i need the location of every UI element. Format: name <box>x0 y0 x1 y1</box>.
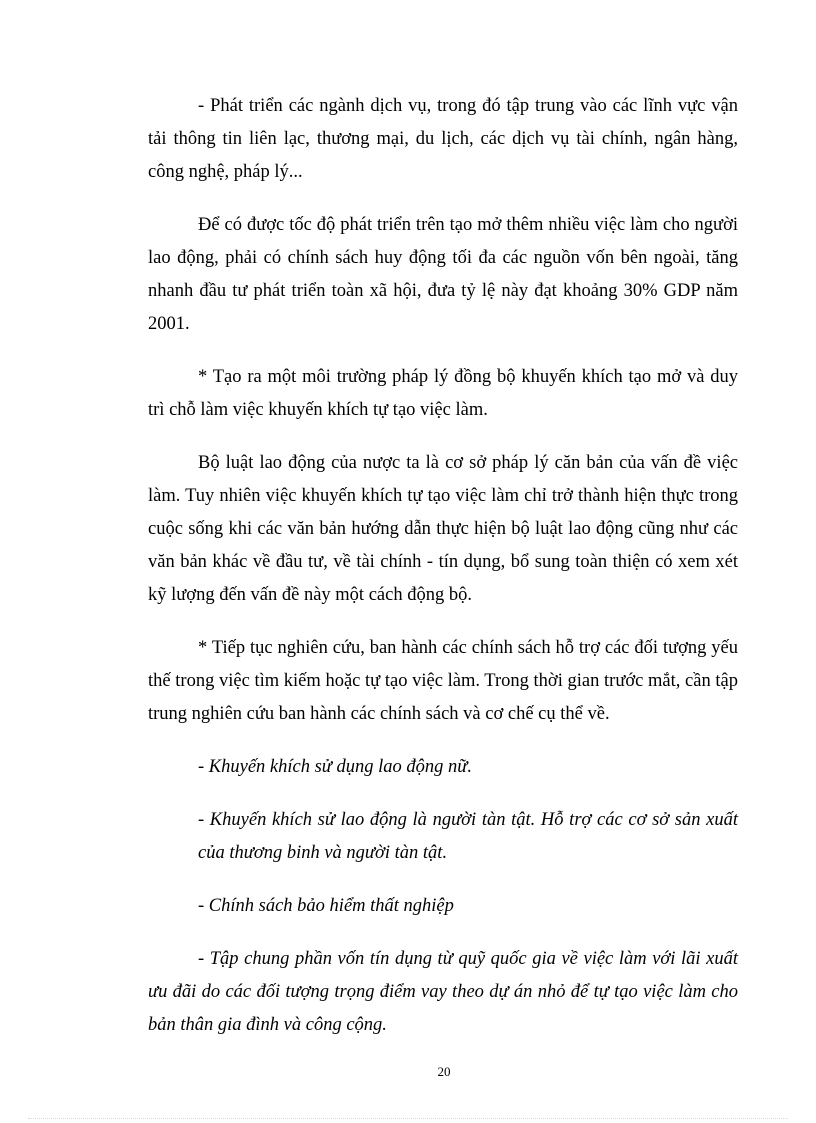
paragraph-service-development: - Phát triển các ngành dịch vụ, trong đó tập trung vào các lĩnh vực vận tải thông tin liên lạc, thương mại, du lịch, các dịch vụ tài chính, ngân hàng, công nghệ, pháp lý... <box>148 96 738 182</box>
list-item-disabled-labor: - Khuyến khích sử lao động là người tàn tật. Hỗ trợ các cơ sở sản xuất của thương binh và người tàn tật. <box>198 810 738 863</box>
paragraph-legal-environment: * Tạo ra một môi trường pháp lý đồng bộ khuyến khích tạo mở và duy trì chỗ làm việc khuyến khích tự tạo việc làm. <box>148 367 738 420</box>
list-item-female-labor: - Khuyến khích sử dụng lao động nữ. <box>198 757 473 777</box>
paragraph-support-policies: * Tiếp tục nghiên cứu, ban hành các chính sách hỗ trợ các đối tượng yếu thế trong việc tìm kiếm hoặc tự tạo việc làm. Trong thời gian trước mắt, cần tập trung nghiên cứu ban hành các chính sách và cơ chế cụ thể về. <box>148 638 738 724</box>
page-body <box>148 90 738 1062</box>
page-bottom-divider <box>28 1118 788 1119</box>
paragraph-investment-policy: Để có được tốc độ phát triển trên tạo mở thêm nhiều việc làm cho người lao động, phải có chính sách huy động tối đa các nguồn vốn bên ngoài, tăng nhanh đầu tư phát triển toàn xã hội, đưa tỷ lệ này đạt khoảng 30% GDP năm 2001. <box>148 215 738 334</box>
page-number: 20 <box>437 1064 451 1079</box>
list-item-credit-fund: - Tập chung phần vốn tín dụng từ quỹ quốc gia về việc làm với lãi xuất ưu đãi do các đối tượng trọng điểm vay theo dự án nhỏ để tự tạo việc làm cho bản thân gia đình và công cộng. <box>148 949 738 1035</box>
list-item-unemployment-insurance: - Chính sách bảo hiểm thất nghiệp <box>198 896 454 916</box>
paragraph-labor-code: Bộ luật lao động của nược ta là cơ sở pháp lý căn bản của vấn đề việc làm. Tuy nhiên việc khuyến khích tự tạo việc làm chỉ trở thành hiện thực trong cuộc sống khi các văn bản hướng dẫn thực hiện bộ luật lao động cũng như các văn bản khác về đầu tư, về tài chính - tín dụng, bổ sung toàn thiện có xem xét kỹ lượng đến vấn đề này một cách động bộ. <box>148 453 738 605</box>
